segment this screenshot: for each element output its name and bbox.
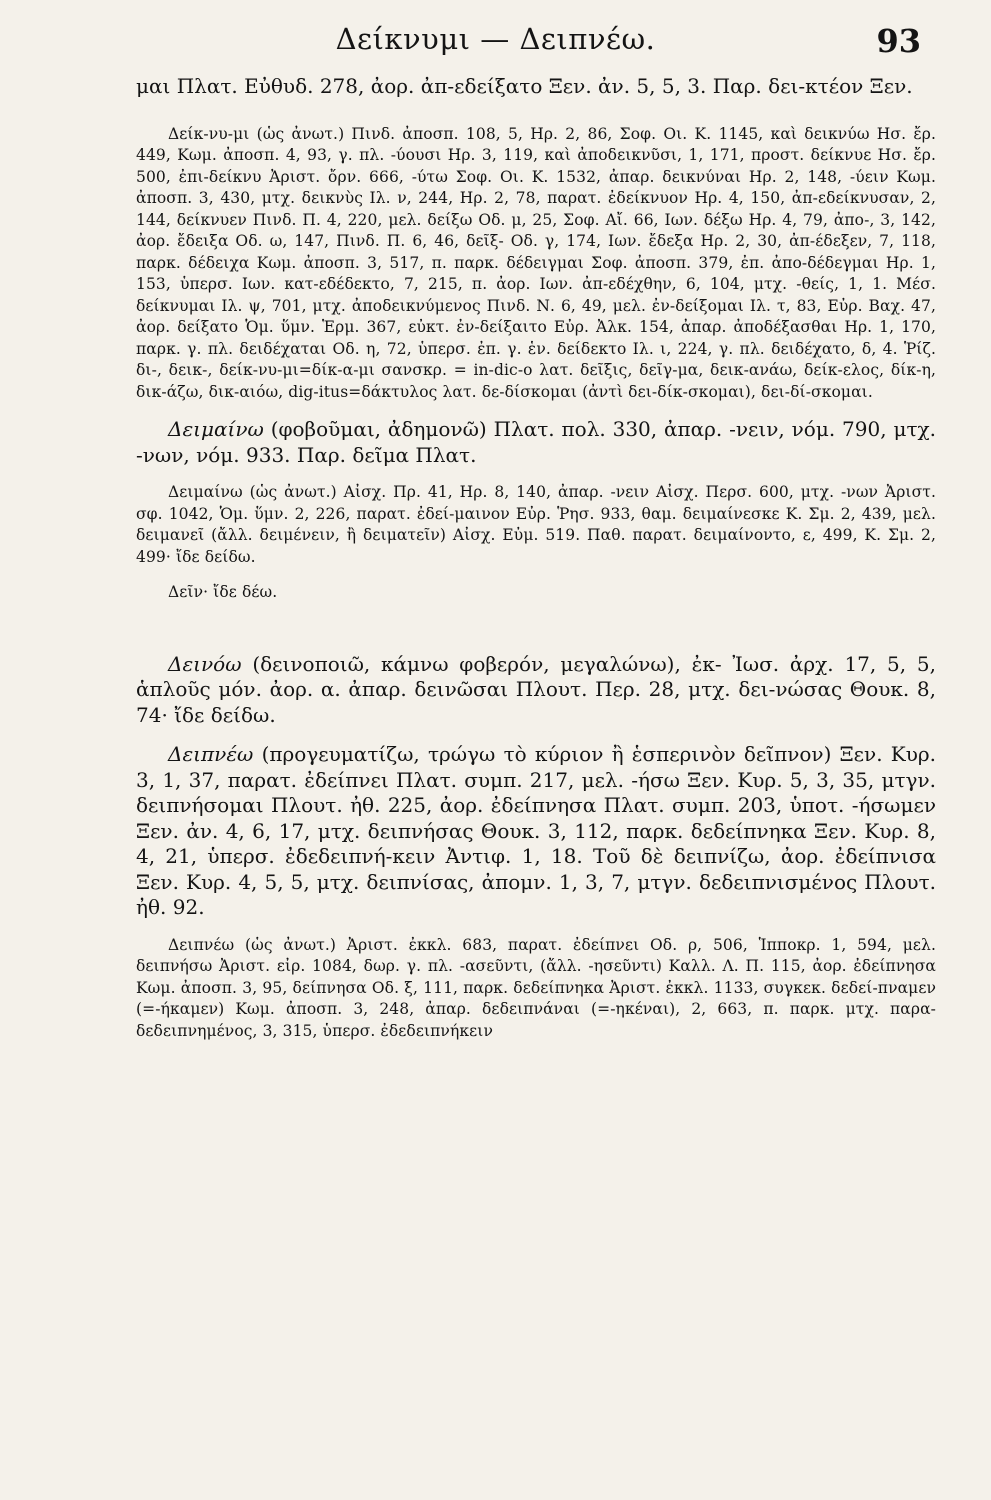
entry-notes-deimaino: Δειμαίνω (ὡς ἀνωτ.) Αἰσχ. Πρ. 41, Ηρ. 8, 140, ἀπαρ. -νειν Αἰσχ. Περσ. 600, μτχ. -νων Ἀριστ. σφ. 1042, Ὁμ. ὕμν. 2, 226, παρατ. ἐδεί-μαινον Εὐρ. Ῥησ. 933, θαμ. δειμαίνεσκε Κ. Σμ. 2, 439, μελ. δειμανεῖ (ἄλλ. δειμένειν, ἢ δειματεῖν) Αἰσχ. Εὐμ. 519. Παθ. παρατ. δειμαίνοντο, ε, 499, Κ. Σμ. 2, 499· ἴδε δείδω.	[136, 483, 936, 566]
headword: Δεινόω	[168, 651, 242, 676]
entry-continuation: μαι Πλατ. Εὐθυδ. 278, ἀορ. ἀπ-εδείξατο Ξεν. ἀν. 5, 5, 3. Παρ. δει-κτέον Ξεν.	[136, 74, 913, 98]
entry-notes-deiknymi: Δείκ-νυ-μι (ὡς ἀνωτ.) Πινδ. ἀποσπ. 108, 5, Ηρ. 2, 86, Σοφ. Οι. Κ. 1145, καὶ δεικνύω Ησ. ἔρ. 449, Κωμ. ἀποσπ. 4, 93, γ. πλ. -ύουσι Ηρ. 3, 119, καὶ ἀποδεικνῦσι, 1, 171, προστ. δείκνυε Ησ. ἔρ. 500, ἐπι-δείκνυ Ἀριστ. ὄρν. 666, -ύτω Σοφ. Οι. Κ. 1532, ἀπαρ. δεικνύναι Ηρ. 2, 148, -ύειν Κωμ. ἀποσπ. 3, 430, μτχ. δεικνὺς Ιλ. ν, 244, Ηρ. 2, 78, παρατ. ἐδείκνυον Ηρ. 4, 150, ἀπ-εδείκνυσαν, 2, 144, δείκνυεν Πινδ. Π. 4, 220, μελ. δείξω Οδ. μ, 25, Σοφ. Αἴ. 66, Ιων. δέξω Ηρ. 4, 79, ἀπο-, 3, 142, ἀορ. ἔδειξα Οδ. ω, 147, Πινδ. Π. 6, 46, δεῖξ- Οδ. γ, 174, Ιων. ἔδεξα Ηρ. 2, 30, ἀπ-έδεξεν, 7, 118, παρκ. δέδειχα Κωμ. ἀποσπ. 3, 517, π. παρκ. δέδειγμαι Σοφ. ἀποσπ. 379, ἐπ. ἀπο-δέδεγμαι Ηρ. 1, 153, ὑπερσ. Ιων. κατ-εδέδεκτο, 7, 215, π. ἀορ. Ιων. ἀπ-εδέχθην, 6, 104, μτχ. -θείς, 1, 1. Μέσ. δείκνυμαι Ιλ. ψ, 701, μτχ. ἀποδεικνύμενος Πινδ. Ν. 6, 49, μελ. ἐν-δείξομαι Ιλ. τ, 83, Εὐρ. Βαχ. 47, ἀορ. δείξατο Ὁμ. ὕμν. Ἑρμ. 367, εὐκτ. ἐν-δείξαιτο Εὐρ. Ἀλκ. 154, ἀπαρ. ἀποδέξασθαι Ηρ. 1, 170, παρκ. γ. πλ. δειδέχαται Οδ. η, 72, ὑπερσ. ἐπ. γ. ἑν. δείδεκτο Ιλ. ι, 224, γ. πλ. δειδέχατο, δ, 4. Ῥίζ. δι-, δεικ-, δείκ-νυ-μι=δίκ-α-μι σανσκρ. = in-dic-o λατ. δεῖξις, δεῖγ-μα, δεικ-ανάω, δείκ-ελος, δίκ-η, δικ-άζω, δικ-αιόω, dig-itus=δάκτυλος λατ. δε-δίσκομαι (ἀντὶ δει-δίκ-σκομαι), δει-δί-σκομαι.	[136, 124, 936, 401]
headword: Δειπνέω	[168, 742, 254, 766]
entry-deimaino: Δειμαίνω (φοβοῦμαι, ἀδημονῶ) Πλατ. πολ. 330, ἀπαρ. -νειν, νόμ. 790, μτχ. -νων, νόμ. 933. Παρ. δεῖμα Πλατ.	[136, 417, 936, 467]
running-head: Δείκνυμι — Δειπνέω.	[335, 22, 656, 56]
entry-dein: Δεῖν· ἴδε δέω.	[168, 583, 278, 601]
entry-deipneo: Δειπνέω (προγευματίζω, τρώγω τὸ κύριον ἢ ἑσπερινὸν δεῖπνον) Ξεν. Κυρ. 3, 1, 37, παρατ. ἐδείπνει Πλατ. συμπ. 217, μελ. -ήσω Ξεν. Κυρ. 5, 3, 35, μτγν. δειπνήσομαι Πλουτ. ἠθ. 225, ἀορ. ἐδείπνησα Πλατ. συμπ. 203, ὑποτ. -ήσωμεν Ξεν. ἀν. 4, 6, 17, μτχ. δειπνήσας Θουκ. 3, 112, παρκ. δεδείπνηκα Ξεν. Κυρ. 8, 4, 21, ὑπερσ. ἐδεδειπνή-κειν Ἀντιφ. 1, 18. Τοῦ δὲ δειπνίζω, ἀορ. ἐδείπνισα Ξεν. Κυρ. 4, 5, 5, μτχ. δειπνίσας, ἀπομν. 1, 3, 7, μτγν. δεδειπνισμένος Πλουτ. ἠθ. 92.	[136, 742, 936, 919]
entries-body	[136, 74, 936, 1056]
entry-deinoo: Δεινόω (δεινοποιῶ, κάμνω φοβερόν, μεγαλώνω), ἐκ- Ἰωσ. ἀρχ. 17, 5, 5, ἁπλοῦς μόν. ἀορ. α. ἀπαρ. δεινῶσαι Πλουτ. Περ. 28, μτχ. δει-νώσας Θουκ. 8, 74· ἴδε δείδω.	[136, 651, 936, 727]
entry-notes-deipneo: Δειπνέω (ὡς ἀνωτ.) Ἀριστ. ἐκκλ. 683, παρατ. ἐδείπνει Οδ. ρ, 506, Ἱπποκρ. 1, 594, μελ. δειπνήσω Ἀριστ. εἰρ. 1084, δωρ. γ. πλ. -ασεῦντι, (ἄλλ. -ησεῦντι) Καλλ. Λ. Π. 115, ἀορ. ἐδείπνησα Κωμ. ἀποσπ. 3, 95, δείπνησα Οδ. ξ, 111, παρκ. δεδείπνηκα Ἀριστ. ἐκκλ. 1133, συγκεκ. δεδεί-πναμεν (=-ήκαμεν) Κωμ. ἀποσπ. 3, 248, ἀπαρ. δεδειπνάναι (=-ηκέναι), 2, 663, π. παρκ. μτχ. παρα-δεδειπνημένος, 3, 315, ὑπερσ. ἐδεδειπνήκειν	[136, 935, 936, 1040]
headword: Δειμαίνω	[168, 417, 264, 441]
page-number: 93	[876, 22, 921, 60]
page-header	[0, 22, 991, 62]
